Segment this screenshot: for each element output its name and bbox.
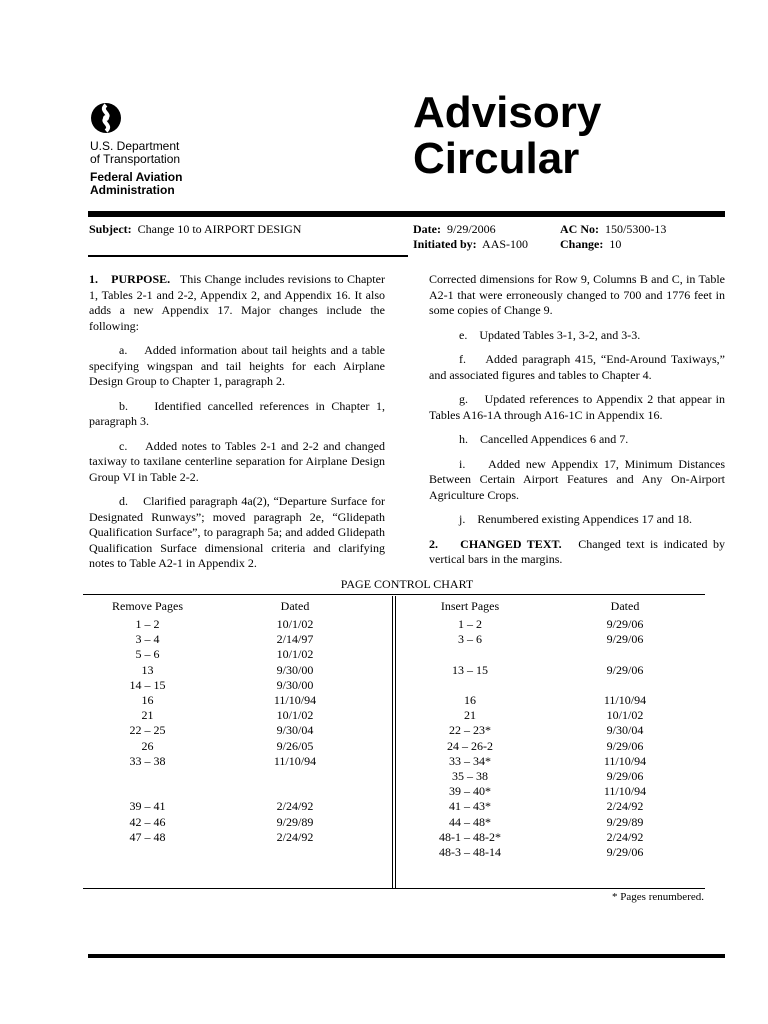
chart-footnote: * Pages renumbered. <box>612 891 704 903</box>
remove-pages-cell: 42 – 46 <box>129 814 166 829</box>
purpose-paragraph <box>89 272 385 334</box>
acno-value: 150/5300-13 <box>605 222 667 236</box>
dot-logo-icon <box>90 102 122 134</box>
remove-pages-cell: 26 <box>141 738 154 753</box>
insert-pages-cell: 1 – 2 <box>458 617 482 631</box>
insert-dated-cell: 9/30/04 <box>606 723 644 738</box>
insert-dated-cell: 9/29/06 <box>606 845 644 859</box>
remove-dated-cell: 9/29/89 <box>276 814 314 829</box>
insert-dated-cell: 9/29/06 <box>606 632 644 647</box>
agency-line-4: Administration <box>90 182 175 197</box>
remove-pages-cell: 33 – 38 <box>129 753 166 768</box>
changed-heading: 2. CHANGED TEXT. <box>429 536 562 551</box>
remove-dated-cell: 11/10/94 <box>273 753 317 768</box>
item-c: c. Added notes to Tables 2-1 and 2-2 and changed taxiway to taxilane centerline separation for Airplane Design Group VI in Table 2-2. <box>89 438 385 484</box>
chart-bottom-rule <box>83 888 705 889</box>
insert-pages-cell: 3 – 6 <box>458 632 482 647</box>
remove-dated-cell: 10/1/02 <box>276 617 314 631</box>
item-b: b. Identified cancelled references in Chapter 1, paragraph 3. <box>89 398 385 428</box>
insert-pages-cell: 44 – 48* <box>449 814 491 829</box>
remove-pages-cell: 39 – 41 <box>129 799 166 814</box>
title-line-2: Circular <box>413 134 580 183</box>
document-title <box>413 90 601 182</box>
initiated-value: AAS-100 <box>482 237 529 251</box>
bottom-rule <box>88 954 725 958</box>
remove-dated-cell: 10/1/02 <box>276 647 314 662</box>
insert-dated-cell: 2/24/92 <box>606 799 644 814</box>
insert-dated-cell: 11/10/94 <box>603 784 647 799</box>
subject-line <box>89 222 301 237</box>
subject-rule <box>88 255 408 257</box>
insert-dated-cell: 9/29/06 <box>606 617 644 631</box>
item-h: h. Cancelled Appendices 6 and 7. <box>459 432 629 446</box>
chart-top-rule <box>83 594 705 595</box>
remove-dated-cell: 11/10/94 <box>273 693 317 707</box>
remove-dated-cell: 9/30/04 <box>276 723 314 738</box>
insert-dated-cell: 9/29/06 <box>606 738 644 753</box>
agency-line-1: U.S. Department <box>90 139 180 153</box>
insert-pages-cell: 13 – 15 <box>452 662 488 677</box>
remove-pages-cell: 3 – 4 <box>135 632 160 647</box>
remove-pages-cell: 22 – 25 <box>129 723 166 738</box>
purpose-heading: 1. PURPOSE. <box>89 272 171 286</box>
insert-pages-cell: 48-3 – 48-14 <box>439 845 501 859</box>
date-label: Date: <box>413 222 441 236</box>
changed-text-paragraph <box>429 537 725 568</box>
remove-dated-cell: 10/1/02 <box>276 708 314 723</box>
item-e: e. Updated Tables 3-1, 3-2, and 3-3. <box>459 327 641 342</box>
insert-pages-cell: 16 <box>464 693 476 707</box>
insert-pages-cell: 48-1 – 48-2* <box>439 829 501 844</box>
initiated-label: Initiated by: <box>413 237 477 251</box>
item-f: f. Added paragraph 415, “End-Around Taxiways,” and associated figures and tables to Chapter 4. <box>429 352 725 382</box>
initiated-line <box>413 237 528 252</box>
insert-pages-cell: 21 <box>464 708 476 723</box>
acno-label: AC No: <box>560 222 599 236</box>
insert-dated-cell: 9/29/06 <box>606 769 644 783</box>
top-rule <box>88 211 725 217</box>
title-line-1: Advisory <box>413 88 602 137</box>
date-line <box>413 222 496 237</box>
agency-line-3: Federal Aviation <box>90 170 183 184</box>
left-column <box>89 272 385 581</box>
date-value: 9/29/2006 <box>446 222 496 236</box>
insert-dated-cell: 11/10/94 <box>603 753 647 768</box>
item-a: a. Added information about tail heights and a table specifying wingspan and tail heights for each Airplane Design Group to Chapter 1, paragraph 2. <box>89 343 385 388</box>
change-label: Change: <box>560 237 604 251</box>
insert-pages-cell: 22 – 23* <box>449 723 491 738</box>
remove-pages-cell: 16 <box>141 693 154 707</box>
remove-dated-cell: 9/26/05 <box>276 738 314 753</box>
chart-divider <box>392 596 396 888</box>
item-d: d. Clarified paragraph 4a(2), “Departure Surface for Designated Runways”; moved paragraph 2e, “Glidepath Qualification Surface”, to paragraph 5a; and added Glidepath Qualification Surface dimensional criteria and clarifying notes to Table A2-1 in Appendix 2. <box>89 494 385 570</box>
insert-pages-cell: 39 – 40* <box>449 784 491 799</box>
remove-pages-cell: 21 <box>141 708 154 723</box>
remove-pages-cell: 47 – 48 <box>129 829 166 844</box>
insert-dated-cell: 11/10/94 <box>603 693 647 707</box>
remove-pages-cell: 13 <box>141 662 154 677</box>
header-remove-dated: Dated <box>280 599 310 613</box>
item-i: i. Added new Appendix 17, Minimum Distances Between Certain Airport Features and Any On-Airport Agriculture Crops. <box>429 456 725 502</box>
changed-text: Changed text is indicated by vertical bars in the margins. <box>429 536 726 566</box>
remove-pages-cell: 5 – 6 <box>135 647 160 662</box>
insert-pages-cell: 41 – 43* <box>449 799 491 814</box>
continued-paragraph: Corrected dimensions for Row 9, Columns B and C, in Table A2-1 that were erroneously changed to 700 and 1776 feet in some copies of Change 9. <box>429 272 725 317</box>
header-insert-dated: Dated <box>610 599 640 613</box>
remove-pages-cell: 1 – 2 <box>135 617 160 631</box>
insert-dated-cell: 9/29/89 <box>606 814 644 829</box>
remove-dated-cell: 9/30/00 <box>276 677 314 692</box>
remove-dated-cell: 9/30/00 <box>276 662 314 677</box>
item-j: j. Renumbered existing Appendices 17 and 18. <box>459 512 692 526</box>
insert-pages-cell: 35 – 38 <box>452 769 488 783</box>
right-column <box>429 272 725 577</box>
remove-pages-cell: 14 – 15 <box>129 677 166 692</box>
acno-line <box>560 222 666 237</box>
header-insert-pages: Insert Pages <box>440 599 500 613</box>
purpose-text: This Change includes revisions to Chapter 1, Tables 2-1 and 2-2, Appendix 2, and Appendix 16. It also adds a new Appendix 17. Major changes include the following: <box>89 272 385 333</box>
insert-dated-cell: 10/1/02 <box>606 708 644 723</box>
change-line <box>560 237 621 252</box>
subject-value: Change 10 to AIRPORT DESIGN <box>137 222 302 236</box>
change-value: 10 <box>609 237 622 251</box>
remove-dated-cell: 2/24/92 <box>276 799 314 814</box>
insert-dated-cell: 9/29/06 <box>606 662 644 677</box>
remove-dated-cell: 2/14/97 <box>276 632 314 647</box>
chart-title: PAGE CONTROL CHART <box>340 577 474 591</box>
remove-dated-cell: 2/24/92 <box>276 829 314 844</box>
agency-block <box>90 140 182 196</box>
subject-label: Subject: <box>89 222 132 236</box>
header-remove-pages: Remove Pages <box>112 599 183 613</box>
insert-pages-cell: 24 – 26-2 <box>447 738 493 753</box>
item-g: g. Updated references to Appendix 2 that appear in Tables A16-1A through A16-1C in Appendix 16. <box>429 392 725 422</box>
agency-line-2: of Transportation <box>90 151 181 166</box>
insert-dated-cell: 2/24/92 <box>606 829 644 844</box>
insert-pages-cell: 33 – 34* <box>449 753 491 768</box>
